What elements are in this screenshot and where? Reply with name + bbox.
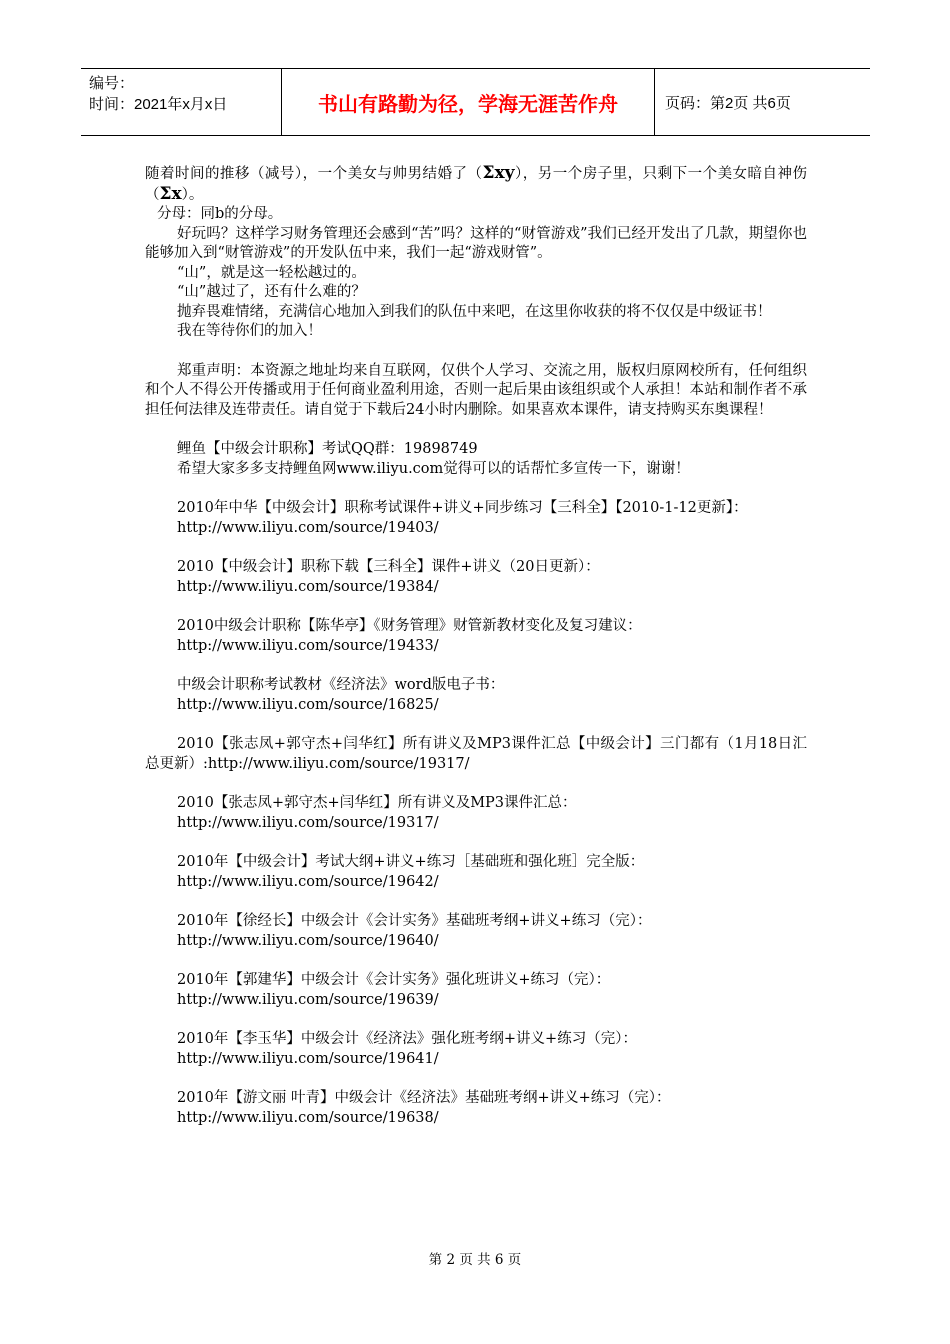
resource-link[interactable]: http://www.iliyu.com/source/19433/ (177, 637, 439, 654)
statement-paragraph: 郑重声明：本资源之地址均来自互联网，仅供个人学习、交流之用，版权归原网校所有，任何组织和个人不得公开传播或用于任何商业盈利用途，否则一起后果由该组织或个人承担！本站和制作者不承担任何法律及连带责任。请自觉于下载后24小时内删除。如果喜欢本课件，请支持购买东奥课程！ (145, 362, 807, 418)
resource-title: 2010年【游文丽 叶青】中级会计《经济法》基础班考纲+讲义+练习（完）： (177, 1090, 671, 1106)
resource-link[interactable]: http://www.iliyu.com/source/19403/ (177, 519, 439, 536)
spacer (145, 951, 807, 971)
resource-link[interactable]: http://www.iliyu.com/source/19384/ (177, 578, 439, 595)
spacer (145, 479, 807, 499)
intro-text-b: ），另一个房子里，只剩下一个美女暗自神伤（ (145, 166, 808, 203)
spacer (145, 715, 807, 735)
sigma-xy-formula: Σxy (482, 163, 515, 183)
resource-title: 2010年【中级会计】考试大纲+讲义+练习［基础班和强化班］完全版： (177, 854, 645, 870)
resource-title: 2010年【郭建华】中级会计《会计实务》强化班讲义+练习（完）： (177, 972, 611, 988)
mountain-line-1: “山”，就是这一轻松越过的。 (177, 264, 366, 281)
spacer (145, 420, 807, 440)
support-line: 希望大家多多支持鲤鱼网www.iliyu.com觉得可以的话帮忙多宣传一下，谢谢！ (177, 460, 690, 477)
resource-link-list (145, 479, 807, 1128)
mountain-line-2: “山”越过了，还有什么难的？ (177, 284, 366, 300)
resource-link[interactable]: http://www.iliyu.com/source/16825/ (177, 696, 439, 713)
page-footer: 第 2 页 共 6 页 (428, 1252, 522, 1268)
document-number-label: 编号： (89, 75, 135, 92)
header-meta (81, 69, 281, 135)
resource-link[interactable]: http://www.iliyu.com/source/19642/ (177, 873, 439, 890)
spacer (145, 656, 807, 676)
resource-link[interactable]: http://www.iliyu.com/source/19638/ (177, 1109, 439, 1126)
resource-title: 2010【张志凤+郭守杰+闫华红】所有讲义及MP3课件汇总： (177, 795, 577, 811)
resource-link[interactable]: http://www.iliyu.com/source/19639/ (177, 991, 439, 1008)
resource-link[interactable]: http://www.iliyu.com/source/19641/ (177, 1050, 439, 1067)
spacer (145, 833, 807, 853)
fun-paragraph: 好玩吗？这样学习财务管理还会感到“苦”吗？这样的“财管游戏”我们已经开发出了几款，期望你也能够加入到“财管游戏”的开发队伍中来，我们一起“游戏财管”。 (145, 225, 807, 261)
resource-link[interactable]: http://www.iliyu.com/source/19317/ (177, 814, 439, 831)
header-page-info: 页码：第2页 共6页 (665, 94, 791, 112)
resource-title: 2010年【李玉华】中级会计《经济法》强化班考纲+讲义+练习（完）： (177, 1031, 637, 1047)
resource-link[interactable]: http://www.iliyu.com/source/19640/ (177, 932, 439, 949)
header-motto: 书山有路勤为径，学海无涯苦作舟 (281, 69, 655, 135)
spacer (145, 892, 807, 912)
spacer (145, 1069, 807, 1089)
spacer (145, 597, 807, 617)
intro-paragraph (145, 164, 807, 205)
join-paragraph: 抛弃畏难情绪，充满信心地加入到我们的队伍中来吧，在这里你收获的将不仅仅是中级证书！ (177, 303, 772, 320)
qq-group-line: 鲤鱼【中级会计职称】考试QQ群：19898749 (177, 441, 478, 457)
intro-text-c: ）。 (181, 186, 204, 203)
resource-title: 2010年中华【中级会计】职称考试课件+讲义+同步练习【三科全】【2010-1-12更新】： (177, 500, 748, 516)
intro-text-a: 随着时间的推移（减号），一个美女与帅男结婚了（ (145, 166, 483, 182)
spacer (145, 1010, 807, 1030)
resource-title: 2010【中级会计】职称下载【三科全】课件+讲义（20日更新）： (177, 559, 600, 575)
denominator-text: 分母：同b的分母。 (157, 206, 283, 222)
spacer (145, 538, 807, 558)
document-time-label: 时间：2021年x月x日 (89, 96, 228, 113)
sigma-x-formula: Σx (159, 183, 182, 204)
wait-line: 我在等待你们的加入！ (177, 323, 322, 339)
document-body (145, 164, 807, 1128)
resource-title: 中级会计职称考试教材《经济法》word版电子书： (177, 677, 505, 693)
resource-title: 2010中级会计职称【陈华亭】《财务管理》财管新教材变化及复习建议： (177, 618, 642, 634)
spacer (145, 342, 807, 362)
spacer (145, 774, 807, 794)
resource-title: 2010年【徐经长】中级会计《会计实务》基础班考纲+讲义+练习（完）： (177, 913, 652, 929)
resource-title: 2010【张志凤+郭守杰+闫华红】所有讲义及MP3课件汇总【中级会计】三门都有（1月18日汇总更新）:http://www.iliyu.com/source/19317/ (145, 736, 807, 772)
page-header (81, 68, 870, 136)
